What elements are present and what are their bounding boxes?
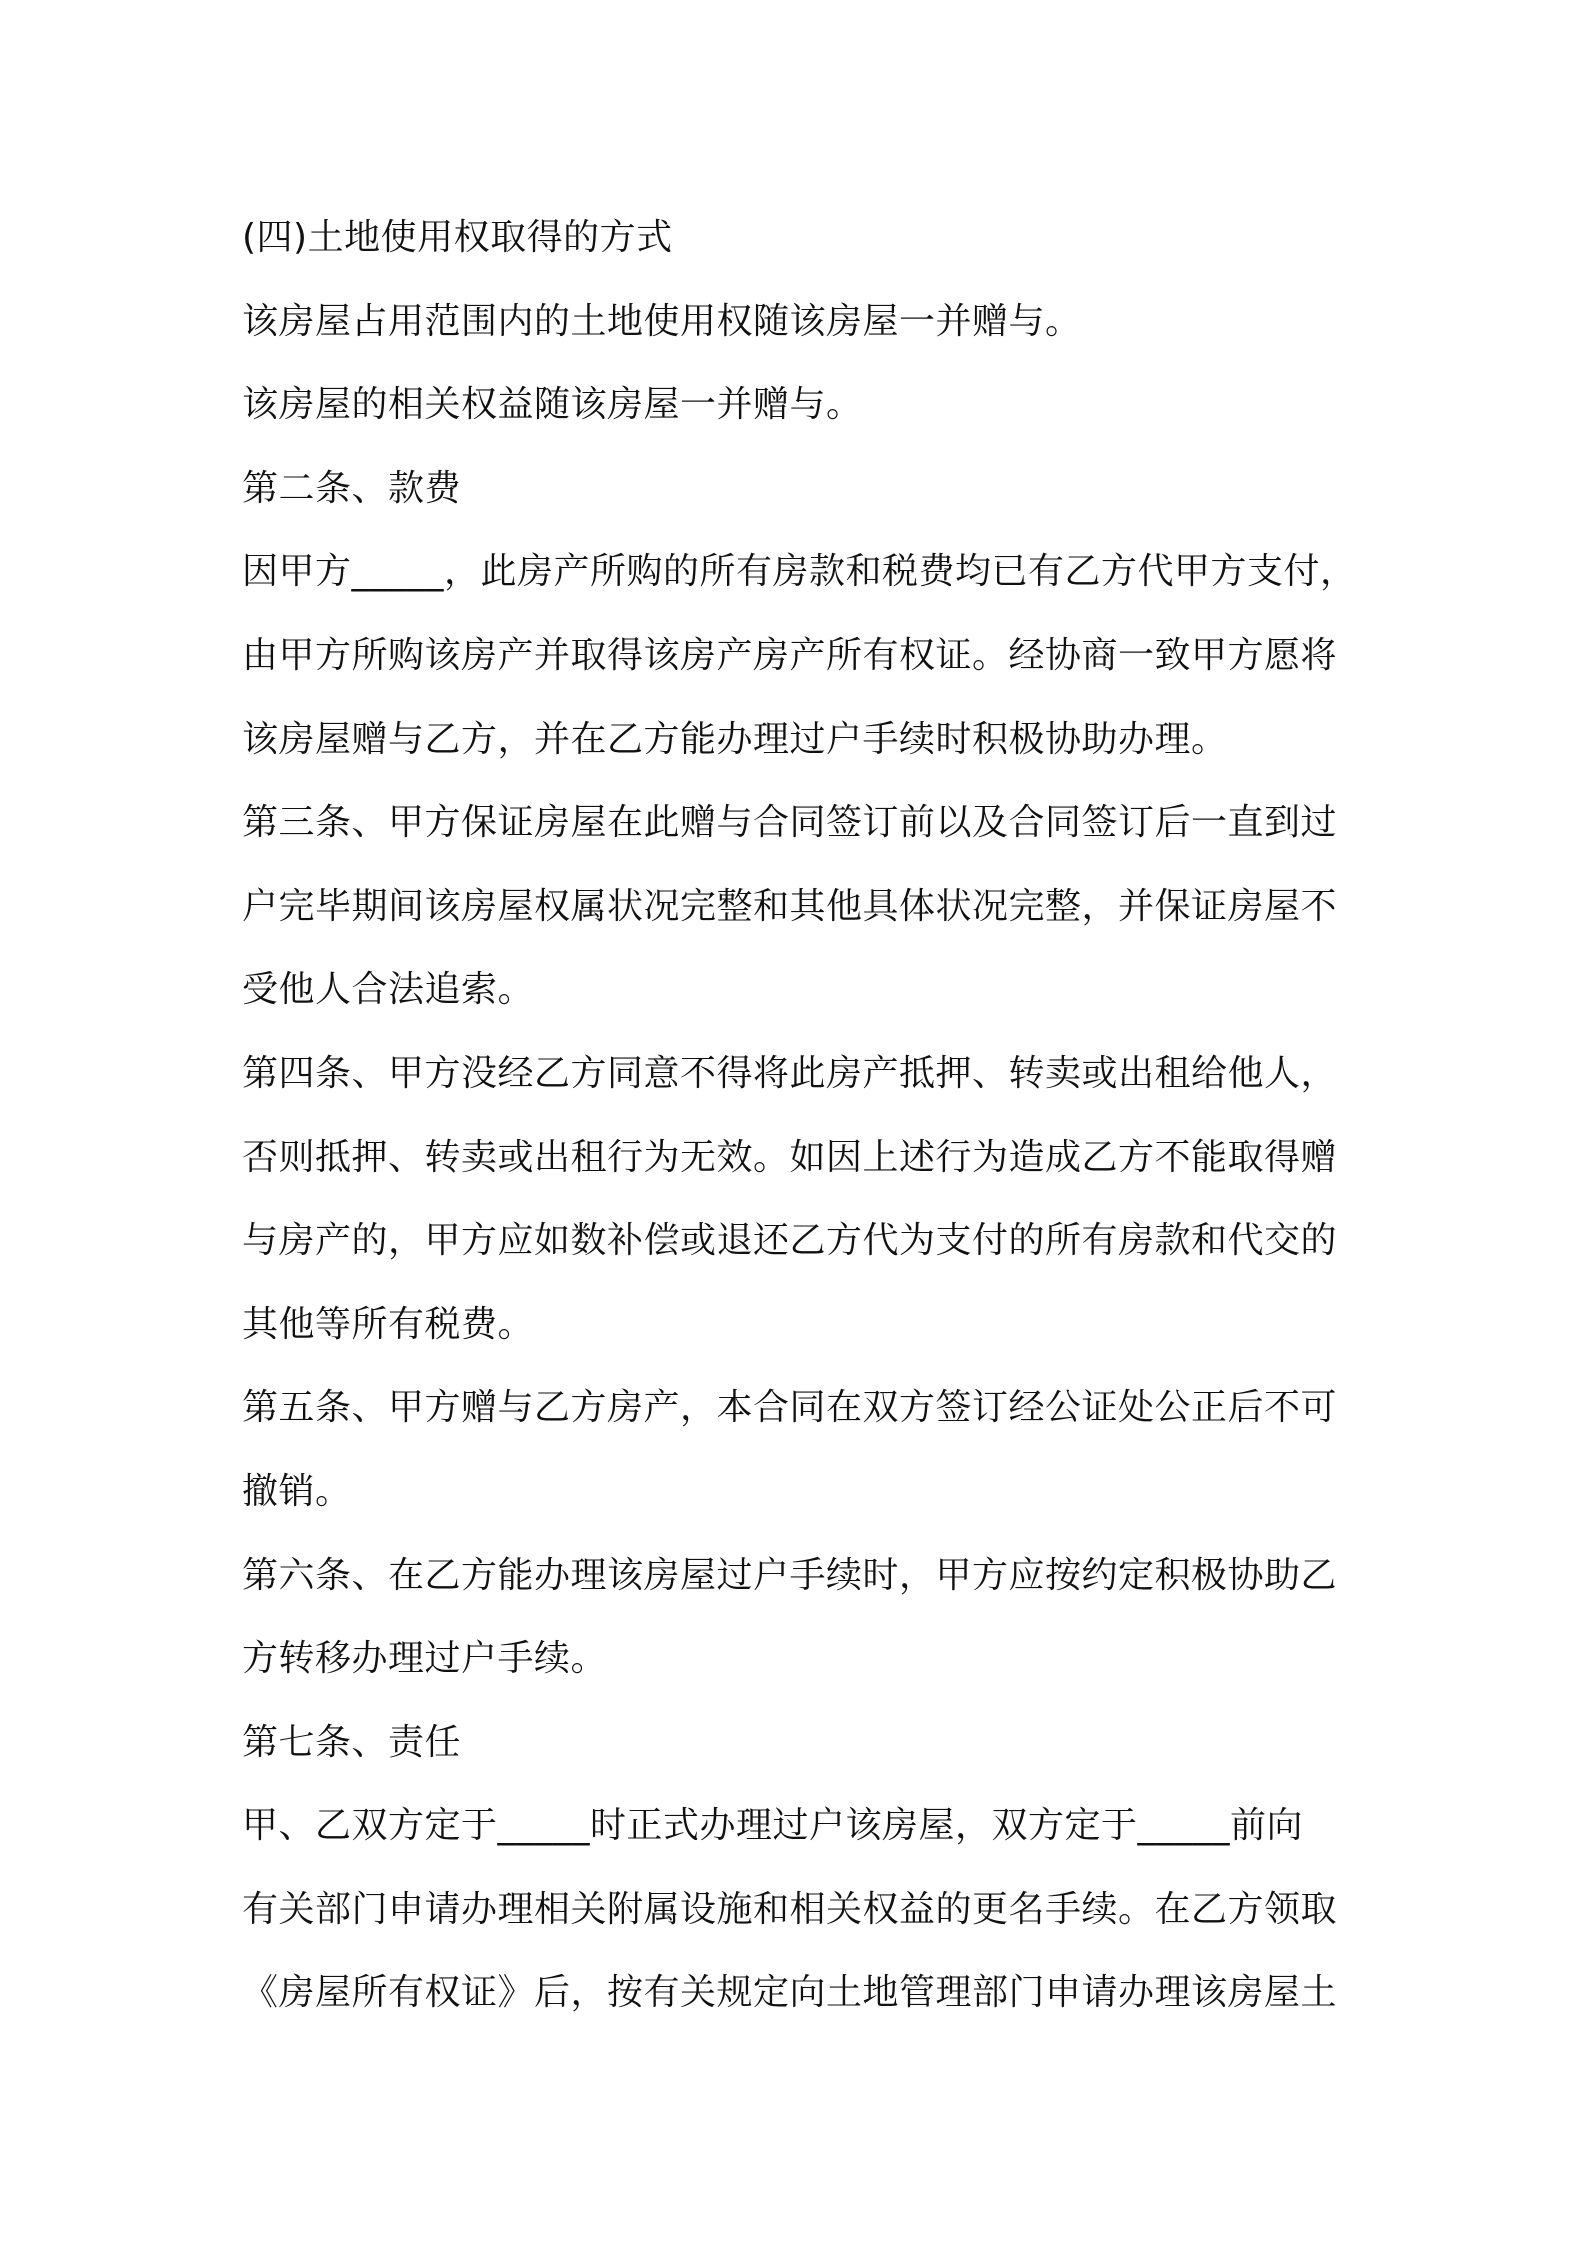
text-line: 与房产的，甲方应如数补偿或退还乙方代为支付的所有房款和代交的 bbox=[242, 1220, 1338, 1262]
text-line: 该房屋的相关权益随该房屋一并赠与。 bbox=[242, 384, 863, 426]
text-line: 《房屋所有权证》后，按有关规定向土地管理部门申请办理该房屋土 bbox=[242, 1972, 1338, 2014]
text-line: 其他等所有税费。 bbox=[242, 1303, 535, 1345]
text-line: 因甲方_____，此房产所购的所有房款和税费均已有乙方代甲方支付， bbox=[242, 551, 1357, 593]
text-line: 否则抵押、转卖或出租行为无效。如因上述行为造成乙方不能取得赠 bbox=[242, 1136, 1338, 1178]
text-line: 该房屋占用范围内的土地使用权随该房屋一并赠与。 bbox=[242, 300, 1082, 342]
document-body bbox=[242, 196, 1362, 2035]
text-line: 第六条、在乙方能办理该房屋过户手续时，甲方应按约定积极协助乙 bbox=[242, 1554, 1338, 1596]
text-line: 方转移办理过户手续。 bbox=[242, 1638, 608, 1680]
text-line: 户完毕期间该房屋权属状况完整和其他具体状况完整，并保证房屋不 bbox=[242, 885, 1338, 927]
section-heading: 第七条、责任 bbox=[242, 1721, 462, 1763]
text-line: 受他人合法追索。 bbox=[242, 969, 535, 1011]
text-line: 第五条、甲方赠与乙方房产，本合同在双方签订经公证处公正后不可 bbox=[242, 1387, 1338, 1429]
section-heading: 第二条、款费 bbox=[242, 467, 462, 509]
text-line: 由甲方所购该房产并取得该房产房产所有权证。经协商一致甲方愿将 bbox=[242, 634, 1338, 676]
text-line: 有关部门申请办理相关附属设施和相关权益的更名手续。在乙方领取 bbox=[242, 1888, 1338, 1930]
text-line: (四)土地使用权取得的方式 bbox=[242, 217, 673, 258]
text-line: 第三条、甲方保证房屋在此赠与合同签订前以及合同签订后一直到过 bbox=[242, 802, 1338, 844]
text-line: 该房屋赠与乙方，并在乙方能办理过户手续时积极协助办理。 bbox=[242, 718, 1228, 760]
text-line: 甲、乙双方定于_____时正式办理过户该房屋，双方定于_____前向 bbox=[242, 1805, 1304, 1847]
text-line: 第四条、甲方没经乙方同意不得将此房产抵押、转卖或出租给他人， bbox=[242, 1052, 1338, 1094]
text-line: 撤销。 bbox=[242, 1470, 352, 1512]
